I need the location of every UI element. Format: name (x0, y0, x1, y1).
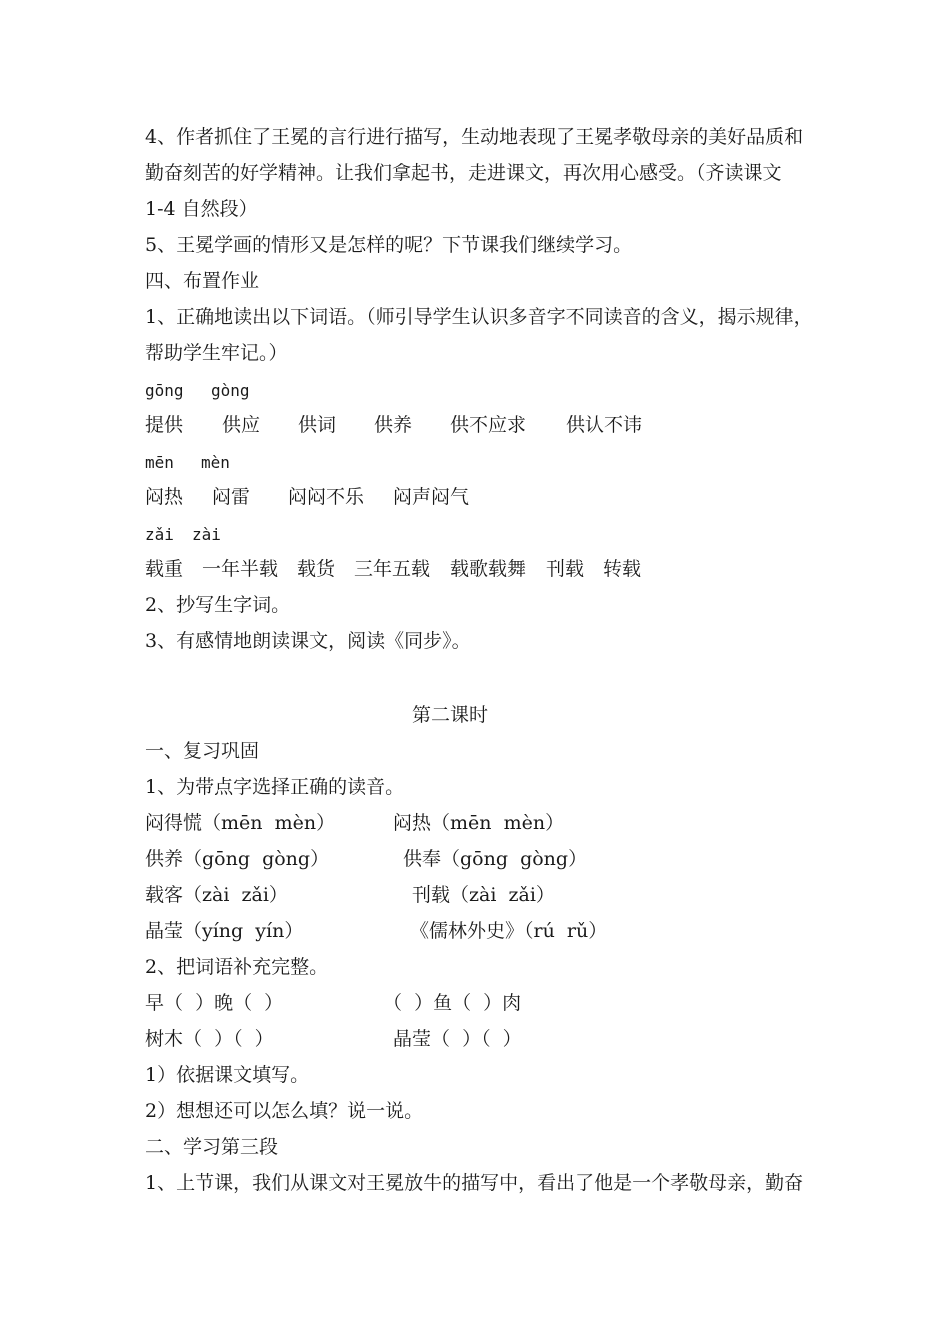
pinyin: gòng (211, 381, 250, 400)
paragraph-line: 帮助学生牢记。） (145, 342, 288, 364)
paragraph-line: 3、有感情地朗读课文，阅读《同步》。 (145, 630, 471, 652)
fill-blank-item: （ ）鱼（ ）肉 (383, 992, 522, 1014)
word: 三年五载 (354, 558, 431, 580)
paragraph-line: 1、正确地读出以下词语。（师引导学生认识多音字不同读音的含义，揭示规律， (145, 306, 813, 328)
section-heading: 四、布置作业 (145, 270, 260, 292)
fill-blank-item: 早（ ）晚（ ） (145, 992, 284, 1014)
word: 刊载 (546, 558, 585, 580)
pinyin: mèn (201, 453, 230, 472)
word: 载货 (297, 558, 336, 580)
word: 提供 (145, 414, 184, 436)
paragraph-line: 2、抄写生字词。 (145, 594, 291, 616)
pinyin: gōng (145, 381, 184, 400)
word: 闷声闷气 (393, 486, 470, 508)
exercise-item: 闷热（mēn mèn） (393, 812, 565, 834)
paragraph-line: 1、上节课，我们从课文对王冕放牛的描写中，看出了他是一个孝敬母亲，勤奋 (145, 1172, 804, 1194)
word: 闷闷不乐 (288, 486, 365, 508)
pinyin: zǎi (145, 525, 174, 544)
exercise-item: 闷得慌（mēn mèn） (145, 812, 336, 834)
word: 闷雷 (212, 486, 251, 508)
word: 转载 (603, 558, 642, 580)
word: 供认不讳 (566, 414, 643, 436)
paragraph-line: 勤奋刻苦的好学精神。让我们拿起书，走进课文，再次用心感受。（齐读课文 (145, 162, 782, 184)
word: 供应 (222, 414, 261, 436)
exercise-item: 供养（gōng gòng） (145, 848, 330, 870)
exercise-item: 《儒林外史》（rú rǔ） (410, 920, 608, 942)
paragraph-line: 4、作者抓住了王冕的言行进行描写，生动地表现了王冕孝敬母亲的美好品质和 (145, 126, 804, 148)
word: 供养 (374, 414, 413, 436)
pinyin: mēn (145, 453, 174, 472)
paragraph-line: 1）依据课文填写。 (145, 1064, 310, 1086)
paragraph-line: 1-4 自然段） (145, 198, 258, 220)
paragraph-line: 5、王冕学画的情形又是怎样的呢？下节课我们继续学习。 (145, 234, 633, 256)
word: 载重 (145, 558, 184, 580)
paragraph-line: 2、把词语补充完整。 (145, 956, 329, 978)
paragraph-line: 2）想想还可以怎么填？说一说。 (145, 1100, 424, 1122)
exercise-item: 刊载（zài zǎi） (412, 884, 555, 906)
pinyin: zài (192, 525, 221, 544)
fill-blank-item: 晶莹（ ）（ ） (393, 1028, 522, 1050)
word: 载歌载舞 (450, 558, 527, 580)
lesson-title: 第二课时 (412, 704, 489, 726)
word: 闷热 (145, 486, 184, 508)
paragraph-line: 1、为带点字选择正确的读音。 (145, 776, 405, 798)
section-heading: 二、学习第三段 (145, 1136, 279, 1158)
exercise-item: 晶莹（yíng yín） (145, 920, 304, 942)
fill-blank-item: 树木（ ）（ ） (145, 1028, 274, 1050)
exercise-item: 载客（zài zǎi） (145, 884, 288, 906)
word: 供不应求 (450, 414, 527, 436)
exercise-item: 供奉（gōng gòng） (403, 848, 588, 870)
section-heading: 一、复习巩固 (145, 740, 260, 762)
word: 供词 (298, 414, 337, 436)
word: 一年半载 (202, 558, 279, 580)
